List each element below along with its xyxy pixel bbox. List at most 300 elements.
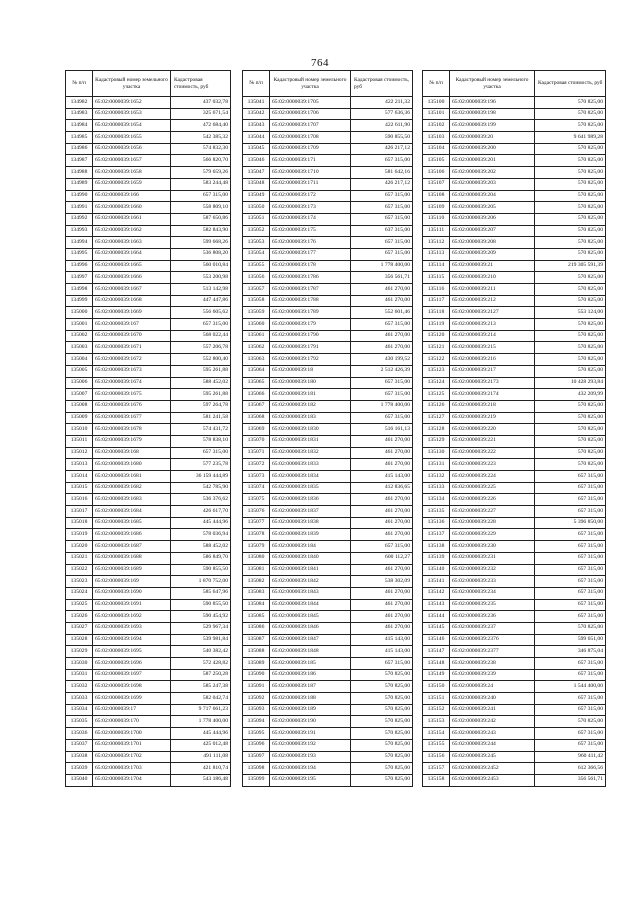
cadastral-number: 65:02:0000039:175 [270,225,351,237]
cadastral-number: 65:02:0000039:2174 [450,389,535,401]
table-row [423,622,606,634]
cadastral-number: 65:02:0000039:207 [450,225,535,237]
table-row [66,541,231,553]
row-number: 135088 [243,646,270,658]
cadastral-number: 65:02:0000039:1682 [93,482,171,494]
table-row [66,435,231,447]
table-row [66,517,231,529]
cadastral-number: 65:02:0000039:1698 [93,681,171,693]
cadastral-value: 657 315,00 [535,506,606,518]
cadastral-value: 570 825,00 [535,365,606,377]
cadastral-number: 65:02:0000039:1846 [270,622,351,634]
row-number: 135113 [423,248,450,260]
table-row [423,669,606,681]
table-row [423,564,606,576]
cadastral-value: 422 611,90 [351,120,413,132]
cadastral-value: 425 012,48 [171,739,231,751]
row-number: 135095 [243,728,270,740]
cadastral-value: 570 825,00 [351,728,413,740]
table-row [66,494,231,506]
cadastral-value: 579 659,26 [171,167,231,179]
header-value: Кадастровая стоимость, руб [171,71,231,97]
cadastral-number: 65:02:0000039:221 [450,435,535,447]
table-row [423,646,606,658]
cadastral-number: 65:02:0000039:218 [450,400,535,412]
row-number: 135151 [423,693,450,705]
cadastral-value: 595 261,88 [171,389,231,401]
table-body [423,97,606,787]
cadastral-value: 585 247,38 [171,681,231,693]
cadastral-number: 65:02:0000039:1700 [93,728,171,740]
cadastral-value: 570 825,00 [535,435,606,447]
table-row [66,108,231,120]
cadastral-value: 552 800,40 [171,354,231,366]
cadastral-value: 570 825,00 [535,400,606,412]
table-row [243,400,413,412]
table-row [243,272,413,284]
cadastral-value: 543 186,48 [171,774,231,786]
cadastral-value: 590 855,50 [171,599,231,611]
table-row [243,412,413,424]
cadastral-value: 587 250,28 [171,669,231,681]
table-row [423,482,606,494]
cadastral-value: 590 855,50 [351,132,413,144]
row-number: 135025 [66,599,93,611]
cadastral-value: 570 825,00 [535,330,606,342]
row-number: 135148 [423,658,450,670]
table-row [243,295,413,307]
table-row [66,751,231,763]
table-row [243,658,413,670]
cadastral-value: 657 315,00 [535,587,606,599]
cadastral-number: 65:02:0000039:1835 [270,482,351,494]
cadastral-value: 461 270,00 [351,564,413,576]
row-number: 135118 [423,307,450,319]
table-row [423,354,606,366]
row-number: 135091 [243,681,270,693]
table-row [423,342,606,354]
cadastral-value: 570 825,00 [535,354,606,366]
table-row [66,155,231,167]
row-number: 135038 [66,751,93,763]
cadastral-value: 577 636,36 [351,108,413,120]
table-row [243,739,413,751]
table-row [423,213,606,225]
row-number: 135102 [423,120,450,132]
table-row [66,389,231,401]
row-number: 135051 [243,213,270,225]
row-number: 134993 [66,225,93,237]
cadastral-value: 657 315,00 [351,658,413,670]
row-number: 135089 [243,658,270,670]
row-number: 135001 [66,319,93,331]
cadastral-value: 10 428 293,84 [535,377,606,389]
table-row [243,599,413,611]
row-number: 135014 [66,471,93,483]
row-number: 135035 [66,716,93,728]
cadastral-number: 65:02:0000039:1655 [93,132,171,144]
row-number: 135126 [423,400,450,412]
row-number: 135155 [423,739,450,751]
cadastral-number: 65:02:0000039:242 [450,716,535,728]
table-row [66,97,231,109]
cadastral-value: 574 431,72 [171,424,231,436]
cadastral-value: 637 315,00 [351,225,413,237]
row-number: 135043 [243,120,270,132]
row-number: 135046 [243,155,270,167]
table-row [66,307,231,319]
cadastral-value: 582 042,74 [171,693,231,705]
cadastral-number: 65:02:0000039:231 [450,552,535,564]
row-number: 135123 [423,365,450,377]
table-row [243,471,413,483]
row-number: 134998 [66,284,93,296]
row-number: 135127 [423,412,450,424]
row-number: 135031 [66,669,93,681]
row-number: 135115 [423,272,450,284]
cadastral-value: 657 315,00 [171,319,231,331]
cadastral-number: 65:02:0000039:1685 [93,517,171,529]
cadastral-number: 65:02:0000039:1657 [93,155,171,167]
row-number: 135023 [66,576,93,588]
table-row [243,611,413,623]
row-number: 135104 [423,143,450,155]
cadastral-value: 570 825,00 [535,237,606,249]
table-row [66,202,231,214]
cadastral-value: 657 315,00 [535,693,606,705]
row-number: 135096 [243,739,270,751]
table-row [243,482,413,494]
cadastral-value: 570 825,00 [535,248,606,260]
table-row [243,506,413,518]
row-number: 135012 [66,447,93,459]
cadastral-value: 516 161,13 [351,424,413,436]
cadastral-value: 461 270,00 [351,529,413,541]
cadastral-number: 65:02:0000039:1691 [93,599,171,611]
cadastral-number: 65:02:0000039:2376 [450,634,535,646]
cadastral-number: 65:02:0000039:171 [270,155,351,167]
table-row [243,307,413,319]
row-number: 135119 [423,319,450,331]
cadastral-number: 65:02:0000039:240 [450,693,535,705]
table-row [66,646,231,658]
cadastral-value: 426 217,12 [351,143,413,155]
cadastral-number: 65:02:0000039:1701 [93,739,171,751]
cadastral-value: 1 778 400,00 [171,716,231,728]
table-row [243,143,413,155]
cadastral-number: 65:02:0000039:1699 [93,693,171,705]
cadastral-number: 65:02:0000039:1675 [93,389,171,401]
table-row [66,681,231,693]
table-row [423,506,606,518]
table-row [66,284,231,296]
table-row [423,97,606,109]
row-number: 135120 [423,330,450,342]
row-number: 135121 [423,342,450,354]
cadastral-number: 65:02:0000039:1673 [93,365,171,377]
cadastral-number: 65:02:0000039:1841 [270,564,351,576]
cadastral-value: 570 825,00 [535,272,606,284]
table-row [66,693,231,705]
cadastral-number: 65:02:0000039:1677 [93,412,171,424]
row-number: 135090 [243,669,270,681]
cadastral-number: 65:02:0000039:170 [93,716,171,728]
header-num: № п/п [66,71,93,97]
cadastral-number: 65:02:0000039:1702 [93,751,171,763]
cadastral-number: 65:02:0000039:182 [270,400,351,412]
cadastral-value: 570 825,00 [351,681,413,693]
cadastral-value: 612 366,56 [535,763,606,775]
cadastral-value: 558 809,10 [171,202,231,214]
cadastral-number: 65:02:0000039:238 [450,658,535,670]
cadastral-number: 65:02:0000039:1693 [93,622,171,634]
table-row [66,342,231,354]
cadastral-number: 65:02:0000039:1670 [93,330,171,342]
row-number: 135062 [243,342,270,354]
cadastral-value: 657 315,00 [535,564,606,576]
cadastral-value: 432 209,99 [535,389,606,401]
header-cadastral: Кадастровый номер земельного участка [93,71,171,97]
cadastral-value: 445 444,96 [171,728,231,740]
cadastral-number: 65:02:0000039:1786 [270,272,351,284]
cadastral-number: 65:02:0000039:1666 [93,272,171,284]
table-row [66,529,231,541]
table-row [423,412,606,424]
table-row [423,681,606,693]
cadastral-number: 65:02:0000039:1665 [93,260,171,272]
table-row [66,564,231,576]
row-number: 134984 [66,120,93,132]
cadastral-number: 65:02:0000039:1674 [93,377,171,389]
cadastral-value: 570 825,00 [535,178,606,190]
cadastral-number: 65:02:0000039:202 [450,167,535,179]
cadastral-number: 65:02:0000039:213 [450,319,535,331]
table-row [243,132,413,144]
cadastral-number: 65:02:0000039:1686 [93,529,171,541]
table-row [243,319,413,331]
cadastral-number: 65:02:0000039:208 [450,237,535,249]
cadastral-value: 570 825,00 [351,774,413,786]
row-number: 135034 [66,704,93,716]
cadastral-value: 570 825,00 [535,213,606,225]
row-number: 135093 [243,704,270,716]
cadastral-number: 65:02:0000039:228 [450,517,535,529]
row-number: 135000 [66,307,93,319]
cadastral-number: 65:02:0000039:168 [93,447,171,459]
cadastral-number: 65:02:0000039:1687 [93,541,171,553]
table-row [243,728,413,740]
cadastral-value: 581 642,16 [351,167,413,179]
table-row [66,658,231,670]
cadastral-number: 65:02:0000039:199 [450,120,535,132]
table-row [66,143,231,155]
cadastral-number: 65:02:0000039:204 [450,190,535,202]
cadastral-number: 65:02:0000039:205 [450,202,535,214]
table-row [423,658,606,670]
cadastral-value: 570 825,00 [351,751,413,763]
table-row [423,143,606,155]
cadastral-value: 5 396 850,00 [535,517,606,529]
cadastral-value: 461 270,00 [351,494,413,506]
table-row [423,739,606,751]
cadastral-number: 65:02:0000039:1791 [270,342,351,354]
table-row [243,248,413,260]
cadastral-value: 542 385,32 [171,132,231,144]
table-row [66,716,231,728]
table-row [423,178,606,190]
table-row [66,506,231,518]
cadastral-number: 65:02:0000039:214 [450,330,535,342]
cadastral-number: 65:02:0000039:1711 [270,178,351,190]
cadastral-number: 65:02:0000039:167 [93,319,171,331]
row-number: 135050 [243,202,270,214]
cadastral-number: 65:02:0000039:1830 [270,424,351,436]
table-row [66,190,231,202]
cadastral-number: 65:02:0000039:1706 [270,108,351,120]
cadastral-number: 65:02:0000039:226 [450,494,535,506]
cadastral-value: 583 244,48 [171,178,231,190]
header-row [423,71,606,97]
cadastral-value: 657 315,00 [351,248,413,260]
cadastral-value: 570 825,00 [351,716,413,728]
row-number: 135024 [66,587,93,599]
cadastral-number: 65:02:0000039:215 [450,342,535,354]
table-row [66,225,231,237]
row-number: 135117 [423,295,450,307]
table-row [66,704,231,716]
cadastral-value: 570 825,00 [535,108,606,120]
row-number: 135033 [66,693,93,705]
cadastral-number: 65:02:0000039:233 [450,576,535,588]
row-number: 135045 [243,143,270,155]
cadastral-value: 570 825,00 [535,412,606,424]
cadastral-value: 595 261,88 [171,365,231,377]
row-number: 135122 [423,354,450,366]
cadastral-value: 570 825,00 [535,167,606,179]
table-row [66,412,231,424]
cadastral-value: 657 315,00 [351,213,413,225]
cadastral-number: 65:02:0000039:229 [450,529,535,541]
cadastral-value: 578 838,10 [171,435,231,447]
row-number: 135154 [423,728,450,740]
table-row [243,178,413,190]
table-row [243,552,413,564]
row-number: 135047 [243,167,270,179]
cadastral-value: 415 143,00 [351,646,413,658]
cadastral-value: 657 315,00 [351,237,413,249]
row-number: 135055 [243,260,270,272]
cadastral-value: 556 605,62 [171,307,231,319]
cadastral-value: 581 241,58 [171,412,231,424]
header-cadastral: Кадастровый номер земельного участка [450,71,535,97]
cadastral-number: 65:02:0000039:2173 [450,377,535,389]
table-row [66,587,231,599]
cadastral-number: 65:02:0000039:1843 [270,587,351,599]
row-number: 135105 [423,155,450,167]
row-number: 135044 [243,132,270,144]
row-number: 135083 [243,587,270,599]
cadastral-number: 65:02:0000039:181 [270,389,351,401]
table-row [423,763,606,775]
table-row [243,704,413,716]
row-number: 134994 [66,237,93,249]
cadastral-value: 536 376,62 [171,494,231,506]
table-row [423,471,606,483]
cadastral-value: 1 544 400,00 [535,681,606,693]
cadastral-value: 570 825,00 [535,424,606,436]
row-number: 135134 [423,494,450,506]
table-row [66,400,231,412]
table-row [66,763,231,775]
row-number: 135028 [66,634,93,646]
cadastral-number: 65:02:0000039:191 [270,728,351,740]
header-value: Кадастровая стоимость, руб [351,71,413,97]
table-row [66,377,231,389]
row-number: 135007 [66,389,93,401]
row-number: 134997 [66,272,93,284]
cadastral-value: 461 270,00 [351,342,413,354]
cadastral-number: 65:02:0000039:1840 [270,552,351,564]
table-row [423,552,606,564]
row-number: 135057 [243,284,270,296]
cadastral-value: 356 561,71 [351,272,413,284]
cadastral-value: 447 447,86 [171,295,231,307]
row-number: 135099 [243,774,270,786]
cadastral-number: 65:02:0000039:1689 [93,564,171,576]
cadastral-value: 1 778 400,00 [351,260,413,272]
cadastral-number: 65:02:0000039:176 [270,237,351,249]
row-number: 135094 [243,716,270,728]
cadastral-value: 325 671,54 [171,108,231,120]
table-row [423,377,606,389]
cadastral-value: 657 315,00 [171,190,231,202]
row-number: 135048 [243,178,270,190]
cadastral-number: 65:02:0000039:200 [450,143,535,155]
row-number: 135106 [423,167,450,179]
row-number: 135066 [243,389,270,401]
cadastral-value: 570 825,00 [535,190,606,202]
cadastral-value: 415 143,00 [351,471,413,483]
row-number: 135152 [423,704,450,716]
cadastral-value: 540 382,42 [171,646,231,658]
row-number: 135129 [423,435,450,447]
row-number: 135139 [423,552,450,564]
table-row [243,120,413,132]
cadastral-value: 36 159 444,89 [171,471,231,483]
table-row [423,307,606,319]
row-number: 135111 [423,225,450,237]
row-number: 135112 [423,237,450,249]
cadastral-value: 600 112,27 [351,552,413,564]
cadastral-number: 65:02:0000039:1660 [93,202,171,214]
cadastral-number: 65:02:0000039:1668 [93,295,171,307]
cadastral-value: 1 870 752,00 [171,576,231,588]
table-row [243,284,413,296]
cadastral-value: 461 270,00 [351,587,413,599]
row-number: 135056 [243,272,270,284]
row-number: 135132 [423,471,450,483]
table-row [423,132,606,144]
cadastral-number: 65:02:0000039:211 [450,284,535,296]
cadastral-number: 65:02:0000039:201 [450,155,535,167]
table-row [423,400,606,412]
table-row [243,447,413,459]
row-number: 135137 [423,529,450,541]
cadastral-value: 570 825,00 [535,716,606,728]
cadastral-number: 65:02:0000039:196 [450,97,535,109]
row-number: 135040 [66,774,93,786]
row-number: 135011 [66,435,93,447]
